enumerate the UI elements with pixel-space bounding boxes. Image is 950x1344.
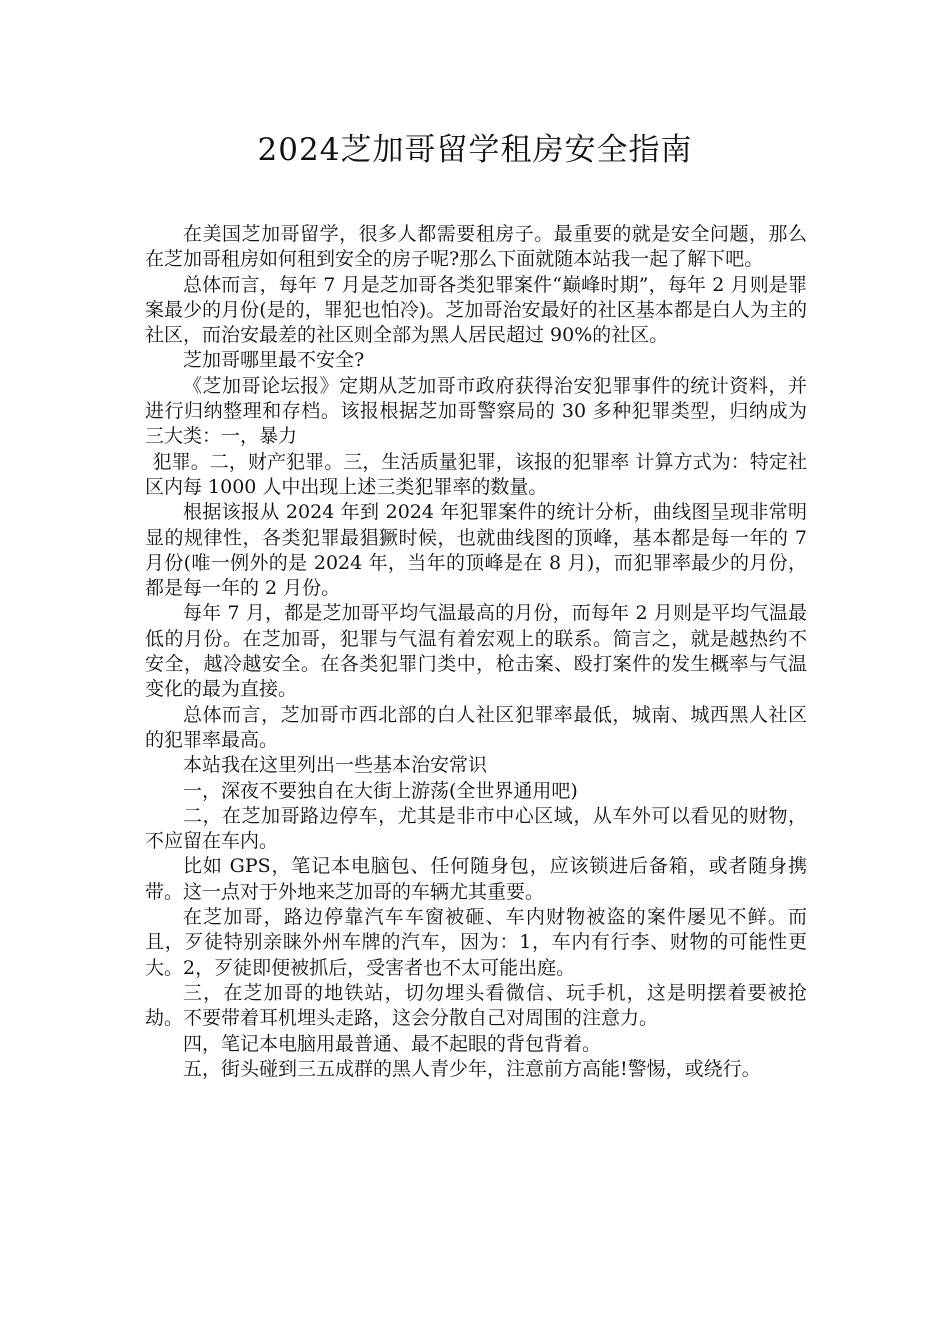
paragraph-tips-intro: 本站我在这里列出一些基本治安常识 xyxy=(183,754,488,777)
paragraph-statistics: 根据该报从 2024 年到 2024 年犯罪案件的统计分析，曲线图呈现非常明显的规律性，各类犯罪最猖獗时候，也就曲线图的顶峰，基本都是每一年的 7 月份(唯一例外的是 2024 年，当年的顶峰是在 8 月)，而犯罪率最少的月份，都是每一年的 2 月份。 xyxy=(145,501,807,600)
paragraph-tip-2-example: 比如 GPS，笔记本电脑包、任何随身包，应该锁进后备箱，或者随身携带。这一点对于外地来芝加哥的车辆尤其重要。 xyxy=(145,855,807,903)
paragraph-temperature: 每年 7 月，都是芝加哥平均气温最高的月份，而每年 2 月则是平均气温最低的月份。在芝加哥，犯罪与气温有着宏观上的联系。简言之，就是越热约不安全，越冷越安全。在各类犯罪门类中，枪击案、殴打案件的发生概率与气温变化的最为直接。 xyxy=(145,602,807,701)
paragraph-tip-1: 一，深夜不要独自在大街上游荡(全世界通用吧) xyxy=(183,779,578,802)
paragraph-tip-5: 五，街头碰到三五成群的黑人青少年，注意前方高能!警惕，或绕行。 xyxy=(183,1057,761,1080)
paragraph-crime-types: 犯罪。二，财产犯罪。三，生活质量犯罪，该报的犯罪率 计算方式为：特定社区内每 1000 人中出现上述三类犯罪率的数量。 xyxy=(145,450,807,498)
paragraph-overview: 总体而言，每年 7 月是芝加哥各类犯罪案件“巅峰时期”，每年 2 月则是罪案最少的月份(是的，罪犯也怕冷)。芝加哥治安最好的社区基本都是白人为主的社区，而治安最差的社区则全部为黑人居民超过 90%的社区。 xyxy=(145,273,807,347)
paragraph-tribune: 《芝加哥论坛报》定期从芝加哥市政府获得治安犯罪事件的统计资料，并进行归纳整理和存档。该报根据芝加哥警察局的 30 多种犯罪类型，归纳成为三大类：一，暴力 xyxy=(145,374,807,448)
paragraph-tip-3: 三，在芝加哥的地铁站，切勿埋头看微信、玩手机，这是明摆着要被抢劫。不要带着耳机埋头走路，这会分散自己对周围的注意力。 xyxy=(145,981,807,1030)
paragraph-tip-4: 四，笔记本电脑用最普通、最不起眼的背包背着。 xyxy=(183,1032,602,1055)
paragraph-neighborhoods: 总体而言，芝加哥市西北部的白人社区犯罪率最低，城南、城西黑人社区的犯罪率最高。 xyxy=(145,703,807,751)
document-title: 2024芝加哥留学租房安全指南 xyxy=(257,132,693,168)
paragraph-question: 芝加哥哪里最不安全? xyxy=(183,349,365,372)
paragraph-intro: 在美国芝加哥留学，很多人都需要租房子。最重要的就是安全问题，那么在芝加哥租房如何租到安全的房子呢?那么下面就随本站我一起了解下吧。 xyxy=(145,223,807,271)
paragraph-tip-2-detail: 在芝加哥，路边停靠汽车车窗被砸、车内财物被盗的案件屡见不鲜。而且，歹徒特别亲睐外州车牌的汽车，因为：1，车内有行李、财物的可能性更大。2，歹徒即便被抓后，受害者也不太可能出庭。 xyxy=(145,906,807,979)
paragraph-tip-2: 二，在芝加哥路边停车，尤其是非市中心区域，从车外可以看见的财物，不应留在车内。 xyxy=(145,804,807,853)
document-body xyxy=(145,222,807,1082)
